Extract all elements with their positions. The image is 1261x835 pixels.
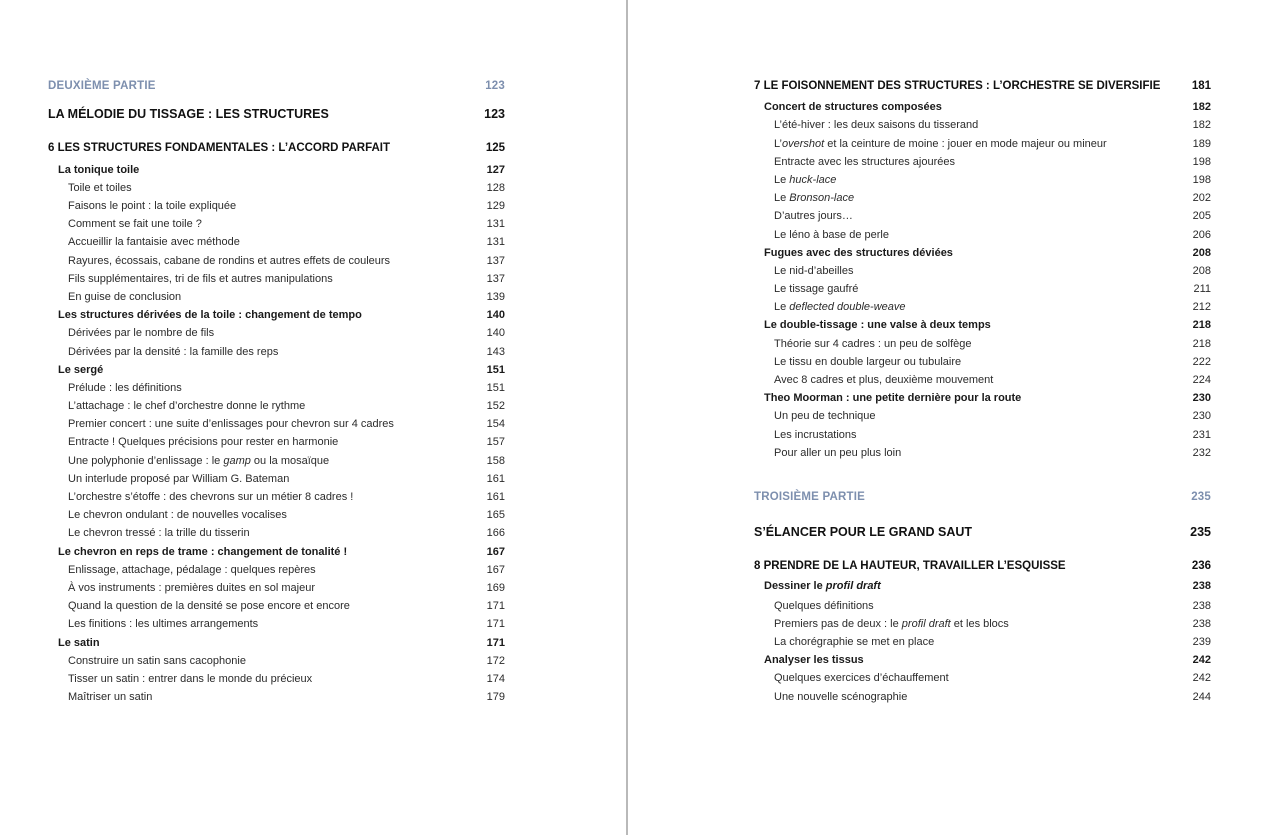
- toc-entry-section: [48, 164, 505, 180]
- book-spine-divider: [626, 0, 628, 835]
- toc-title-segment: Le: [774, 174, 790, 186]
- toc-entry-title: [68, 491, 353, 503]
- toc-page-number: 161: [486, 491, 505, 503]
- toc-entry-title: [68, 618, 258, 630]
- toc-page-number: 182: [1192, 101, 1211, 113]
- toc-entry-title: [774, 600, 874, 612]
- toc-entry-title: [58, 364, 103, 376]
- toc-title-segment: Premiers pas de deux : le: [774, 618, 902, 630]
- toc-page-number: 123: [484, 107, 505, 121]
- toc-page-number: 172: [486, 655, 505, 667]
- toc-entry-title: [48, 107, 329, 121]
- toc-entry-sub: [48, 491, 505, 507]
- toc-title-segment: L’orchestre s’étoffe : des chevrons sur un métier 8 cadres !: [68, 491, 354, 503]
- toc-entry-section: [754, 247, 1211, 263]
- toc-page-number: 208: [1192, 265, 1211, 277]
- toc-entry-sub: [754, 636, 1211, 652]
- toc-title-segment: 8 PRENDRE DE LA HAUTEUR, TRAVAILLER L’ESQUISSE: [754, 560, 1066, 572]
- toc-title-segment: Les finitions : les ultimes arrangements: [68, 618, 259, 630]
- toc-entry-title: [754, 491, 865, 503]
- toc-entry-title: [754, 525, 972, 539]
- toc-title-segment: Dessiner le: [764, 580, 826, 592]
- toc-title-segment: Entracte avec les structures ajourées: [774, 156, 955, 168]
- toc-title-segment: Le sergé: [58, 364, 104, 376]
- toc-page-number: 222: [1192, 356, 1211, 368]
- toc-title-segment: Le léno à base de perle: [774, 229, 889, 241]
- toc-entry-title: [68, 236, 240, 248]
- toc-entry-sub: [754, 672, 1211, 688]
- toc-entry-sub: [48, 400, 505, 416]
- toc-entry-title: [68, 382, 182, 394]
- toc-title-italic-segment: profil draft: [825, 580, 881, 592]
- toc-title-segment: La tonique toile: [58, 164, 140, 176]
- toc-page-number: 151: [486, 382, 505, 394]
- toc-title-segment: 6 LES STRUCTURES FONDAMENTALES : L’ACCORD PARFAIT: [48, 142, 391, 154]
- toc-page-number: 202: [1192, 192, 1211, 204]
- toc-title-segment: Theo Moorman : une petite dernière pour la route: [764, 392, 1022, 404]
- toc-entry-title: [68, 346, 278, 358]
- toc-title-segment: et la ceinture de moine : jouer en mode majeur ou mineur: [824, 138, 1107, 150]
- toc-entry-sub: [754, 356, 1211, 372]
- toc-title-segment: Fils supplémentaires, tri de fils et autres manipulations: [68, 273, 333, 285]
- toc-page-number: 205: [1192, 210, 1211, 222]
- toc-entry-title: [774, 618, 1009, 630]
- toc-entry-sub: [754, 229, 1211, 245]
- toc-title-segment: ou la mosaïque: [250, 455, 330, 467]
- toc-entry-title: [68, 327, 214, 339]
- toc-entry-title: [774, 283, 858, 295]
- toc-entry-sub: [48, 436, 505, 452]
- toc-entry-sub: [754, 138, 1211, 154]
- toc-page-number: 165: [486, 509, 505, 521]
- toc-entry-sub: [754, 338, 1211, 354]
- toc-entry-sub: [48, 655, 505, 671]
- toc-entry-title: [774, 192, 854, 204]
- toc-title-segment: Premier concert : une suite d’enlissages pour chevron sur 4 cadres: [68, 418, 394, 430]
- toc-title-segment: et les blocs: [950, 618, 1009, 630]
- toc-entry-chapter: [754, 560, 1211, 576]
- toc-page-number: 218: [1192, 319, 1211, 331]
- toc-page-number: 212: [1192, 301, 1211, 313]
- toc-page-number: 131: [486, 218, 505, 230]
- toc-page-number: 125: [485, 142, 505, 154]
- toc-title-segment: Tisser un satin : entrer dans le monde du précieux: [68, 673, 313, 685]
- toc-entry-title: [774, 374, 993, 386]
- toc-title-segment: Une nouvelle scénographie: [774, 691, 908, 703]
- toc-page-number: 151: [486, 364, 505, 376]
- toc-entry-sub: [48, 182, 505, 198]
- toc-page-number: 139: [486, 291, 505, 303]
- toc-title-segment: Analyser les tissus: [764, 654, 864, 666]
- toc-page-number: 123: [485, 80, 505, 92]
- toc-entry-section: [48, 546, 505, 562]
- toc-title-segment: Une polyphonie d’enlissage : le: [68, 455, 224, 467]
- toc-title-segment: Quelques exercices d’échauffement: [774, 672, 949, 684]
- toc-entry-title: [774, 636, 934, 648]
- toc-title-segment: Rayures, écossais, cabane de rondins et autres effets de couleurs: [68, 255, 391, 267]
- toc-entry-title: [68, 527, 250, 539]
- toc-title-segment: S’ÉLANCER POUR LE GRAND SAUT: [754, 525, 973, 539]
- toc-entry-sub: [754, 119, 1211, 135]
- toc-entry-section: [48, 637, 505, 653]
- toc-title-segment: Dérivées par le nombre de fils: [68, 327, 215, 339]
- toc-page-number: 238: [1192, 618, 1211, 630]
- toc-entry-title: [68, 418, 394, 430]
- toc-entry-title: [68, 509, 287, 521]
- toc-entry-title: [68, 473, 289, 485]
- toc-entry-title: [58, 546, 347, 558]
- toc-entry-section: [754, 654, 1211, 670]
- toc-title-segment: Les structures dérivées de la toile : changement de tempo: [58, 309, 362, 321]
- toc-page-number: 171: [486, 637, 505, 649]
- toc-entry-sub: [48, 218, 505, 234]
- toc-entry-chapter: [754, 80, 1211, 96]
- toc-title-segment: Toile et toiles: [68, 182, 132, 194]
- toc-title-segment: Le double-tissage : une valse à deux temps: [764, 319, 991, 331]
- toc-title-segment: Le chevron ondulant : de nouvelles vocalises: [68, 509, 287, 521]
- toc-entry-sub: [48, 600, 505, 616]
- toc-entry-section: [48, 309, 505, 325]
- toc-entry-section: [754, 392, 1211, 408]
- toc-entry-title: [774, 210, 853, 222]
- toc-title-segment: Les incrustations: [774, 429, 857, 441]
- toc-entry-sub: [48, 236, 505, 252]
- toc-entry-title: [764, 101, 942, 113]
- toc-title-segment: Avec 8 cadres et plus, deuxième mouvement: [774, 374, 994, 386]
- toc-entry-sub: [754, 156, 1211, 172]
- toc-entry-title: [754, 80, 1160, 92]
- toc-title-segment: Entracte ! Quelques précisions pour rester en harmonie: [68, 436, 339, 448]
- toc-entry-sub: [754, 210, 1211, 226]
- toc-page-number: 137: [486, 273, 505, 285]
- toc-title-segment: DEUXIÈME PARTIE: [48, 80, 156, 92]
- toc-entry-title: [68, 582, 315, 594]
- toc-title-segment: Dérivées par la densité : la famille des reps: [68, 346, 279, 358]
- toc-page-number: 235: [1191, 491, 1211, 503]
- toc-entry-sub: [48, 455, 505, 471]
- toc-title-italic-segment: gamp: [223, 455, 251, 467]
- toc-page-number: 242: [1192, 672, 1211, 684]
- toc-title-segment: À vos instruments : premières duites en sol majeur: [68, 582, 315, 594]
- toc-title-segment: Concert de structures composées: [764, 101, 942, 113]
- toc-page-number: 167: [486, 546, 505, 558]
- toc-title-segment: Un interlude proposé par William G. Bateman: [68, 473, 290, 485]
- toc-title-segment: Le chevron en reps de trame : changement de tonalité !: [58, 546, 348, 558]
- toc-title-segment: D’autres jours…: [774, 210, 853, 222]
- toc-page-number: 171: [486, 618, 505, 630]
- toc-page-number: 131: [486, 236, 505, 248]
- toc-page-number: 242: [1192, 654, 1211, 666]
- toc-title-segment: Quand la question de la densité se pose encore et encore: [68, 600, 350, 612]
- toc-entry-title: [774, 119, 978, 131]
- toc-title-segment: Le chevron tressé : la trille du tisserin: [68, 527, 250, 539]
- toc-title-segment: Le: [774, 192, 790, 204]
- toc-title-segment: Construire un satin sans cacophonie: [68, 655, 246, 667]
- toc-title-segment: Comment se fait une toile ?: [68, 218, 202, 230]
- toc-title-italic-segment: overshot: [781, 138, 825, 150]
- toc-entry-title: [68, 291, 181, 303]
- toc-entry-title: [68, 436, 338, 448]
- toc-entry-sub: [754, 429, 1211, 445]
- toc-entry-title: [774, 138, 1107, 150]
- toc-entry-title: [68, 600, 350, 612]
- toc-entry-title: [764, 319, 991, 331]
- toc-title-segment: LA MÉLODIE DU TISSAGE : LES STRUCTURES: [48, 107, 329, 121]
- toc-entry-title: [68, 400, 305, 412]
- toc-page-number: 167: [486, 564, 505, 576]
- toc-entry-sub: [48, 673, 505, 689]
- toc-page-number: 140: [486, 327, 505, 339]
- toc-left-page: [48, 0, 505, 835]
- toc-entry-title: [58, 309, 362, 321]
- toc-page-number: 166: [486, 527, 505, 539]
- toc-title-segment: Accueillir la fantaisie avec méthode: [68, 236, 240, 248]
- toc-entry-ptitle: [48, 107, 505, 123]
- toc-title-segment: L’été-hiver : les deux saisons du tisserand: [774, 119, 979, 131]
- toc-title-italic-segment: deflected double-weave: [789, 301, 906, 313]
- toc-entry-title: [774, 265, 854, 277]
- toc-entry-sub: [754, 174, 1211, 190]
- toc-entry-sub: [48, 618, 505, 634]
- toc-page-number: 143: [486, 346, 505, 358]
- toc-title-segment: 7 LE FOISONNEMENT DES STRUCTURES : L’ORCHESTRE SE DIVERSIFIE: [754, 80, 1161, 92]
- toc-entry-title: [764, 392, 1021, 404]
- toc-entry-title: [774, 672, 949, 684]
- toc-entry-sub: [48, 327, 505, 343]
- toc-entry-title: [68, 273, 333, 285]
- toc-entry-title: [48, 142, 390, 154]
- toc-entry-sub: [754, 600, 1211, 616]
- toc-entry-title: [774, 156, 955, 168]
- toc-entry-section: [754, 319, 1211, 335]
- toc-entry-title: [774, 691, 907, 703]
- toc-page-number: 127: [486, 164, 505, 176]
- toc-page-number: 208: [1192, 247, 1211, 259]
- toc-entry-part: [754, 491, 1211, 507]
- toc-entry-sub: [48, 582, 505, 598]
- toc-entry-title: [774, 447, 901, 459]
- toc-page-number: 230: [1192, 392, 1211, 404]
- toc-entry-sub: [48, 564, 505, 580]
- toc-entry-title: [774, 410, 876, 422]
- toc-title-segment: Le satin: [58, 637, 100, 649]
- toc-entry-title: [68, 691, 152, 703]
- toc-title-segment: Le nid-d’abeilles: [774, 265, 854, 277]
- toc-page-number: 230: [1192, 410, 1211, 422]
- toc-entry-title: [68, 255, 390, 267]
- toc-entry-sub: [754, 410, 1211, 426]
- toc-page-number: 211: [1193, 283, 1211, 295]
- toc-right-page: [754, 0, 1211, 835]
- toc-entry-sub: [48, 691, 505, 707]
- toc-entry-title: [68, 564, 316, 576]
- toc-page-number: 169: [486, 582, 505, 594]
- toc-entry-sub: [48, 418, 505, 434]
- toc-entry-sub: [48, 346, 505, 362]
- toc-title-segment: Le tissage gaufré: [774, 283, 859, 295]
- toc-entry-title: [774, 338, 972, 350]
- toc-title-segment: En guise de conclusion: [68, 291, 182, 303]
- toc-entry-sub: [48, 473, 505, 489]
- toc-entry-title: [58, 164, 139, 176]
- toc-entry-title: [68, 200, 236, 212]
- toc-title-segment: L’attachage : le chef d’orchestre donne le rythme: [68, 400, 306, 412]
- toc-title-italic-segment: profil draft: [901, 618, 951, 630]
- toc-entry-title: [774, 301, 906, 313]
- toc-page-number: 171: [486, 600, 505, 612]
- toc-entry-sub: [754, 447, 1211, 463]
- toc-page-number: 239: [1192, 636, 1211, 648]
- toc-entry-title: [68, 182, 132, 194]
- toc-entry-title: [58, 637, 100, 649]
- toc-title-segment: Le tissu en double largeur ou tubulaire: [774, 356, 962, 368]
- toc-page-number: 236: [1191, 560, 1211, 572]
- toc-entry-sub: [48, 527, 505, 543]
- toc-title-segment: Quelques définitions: [774, 600, 874, 612]
- toc-entry-sub: [48, 273, 505, 289]
- toc-page-number: 198: [1192, 174, 1211, 186]
- toc-entry-section: [754, 580, 1211, 596]
- toc-entry-title: [68, 218, 202, 230]
- toc-entry-sub: [48, 291, 505, 307]
- toc-page-number: 224: [1192, 374, 1211, 386]
- toc-entry-title: [68, 455, 329, 467]
- toc-page-number: 231: [1192, 429, 1211, 441]
- toc-title-segment: TROISIÈME PARTIE: [754, 491, 865, 503]
- toc-page-number: 198: [1192, 156, 1211, 168]
- toc-page-number: 154: [486, 418, 505, 430]
- toc-page-number: 179: [486, 691, 505, 703]
- toc-entry-title: [764, 247, 953, 259]
- toc-page-number: 174: [486, 673, 505, 685]
- toc-entry-sub: [48, 200, 505, 216]
- toc-entry-sub: [754, 618, 1211, 634]
- toc-title-italic-segment: Bronson-lace: [789, 192, 855, 204]
- toc-entry-title: [774, 429, 857, 441]
- toc-title-segment: Le: [774, 301, 790, 313]
- toc-entry-title: [774, 174, 836, 186]
- toc-page-number: 152: [486, 400, 505, 412]
- toc-title-segment: La chorégraphie se met en place: [774, 636, 935, 648]
- toc-entry-sub: [754, 691, 1211, 707]
- toc-title-segment: Prélude : les définitions: [68, 382, 182, 394]
- toc-entry-sub: [754, 192, 1211, 208]
- toc-page-number: 140: [486, 309, 505, 321]
- toc-title-segment: Faisons le point : la toile expliquée: [68, 200, 237, 212]
- toc-page-number: 238: [1192, 600, 1211, 612]
- toc-entry-section: [48, 364, 505, 380]
- toc-entry-title: [68, 673, 312, 685]
- toc-entry-section: [754, 101, 1211, 117]
- toc-page-number: 244: [1192, 691, 1211, 703]
- toc-entry-title: [764, 654, 864, 666]
- toc-entry-title: [764, 580, 881, 592]
- toc-entry-title: [774, 356, 961, 368]
- toc-page-number: 189: [1192, 138, 1211, 150]
- toc-page-number: 128: [486, 182, 505, 194]
- toc-page-number: 206: [1192, 229, 1211, 241]
- toc-title-segment: Théorie sur 4 cadres : un peu de solfège: [774, 338, 972, 350]
- toc-title-italic-segment: huck-lace: [789, 174, 837, 186]
- toc-page-number: 161: [486, 473, 505, 485]
- toc-entry-sub: [754, 265, 1211, 281]
- toc-title-segment: Maîtriser un satin: [68, 691, 153, 703]
- toc-entry-title: [774, 229, 889, 241]
- toc-entry-sub: [48, 255, 505, 271]
- toc-entry-ptitle: [754, 525, 1211, 541]
- toc-page-number: 157: [486, 436, 505, 448]
- toc-title-segment: Fugues avec des structures déviées: [764, 247, 953, 259]
- toc-title-segment: Pour aller un peu plus loin: [774, 447, 902, 459]
- toc-entry-sub: [754, 374, 1211, 390]
- toc-page-number: 218: [1192, 338, 1211, 350]
- toc-page-number: 238: [1192, 580, 1211, 592]
- toc-page-number: 158: [486, 455, 505, 467]
- toc-entry-title: [754, 560, 1066, 572]
- toc-title-segment: Enlissage, attachage, pédalage : quelques repères: [68, 564, 316, 576]
- toc-title-segment: Un peu de technique: [774, 410, 876, 422]
- toc-entry-sub: [48, 509, 505, 525]
- toc-entry-part: [48, 80, 505, 96]
- toc-entry-chapter: [48, 142, 505, 158]
- toc-entry-sub: [48, 382, 505, 398]
- toc-entry-sub: [754, 301, 1211, 317]
- toc-entry-title: [48, 80, 156, 92]
- toc-page-number: 181: [1191, 80, 1211, 92]
- toc-page-number: 235: [1190, 525, 1211, 539]
- toc-entry-sub: [754, 283, 1211, 299]
- toc-page-number: 232: [1192, 447, 1211, 459]
- toc-page-number: 182: [1192, 119, 1211, 131]
- toc-page-number: 137: [486, 255, 505, 267]
- toc-page-number: 129: [486, 200, 505, 212]
- toc-entry-title: [68, 655, 246, 667]
- toc-title-segment: L’: [774, 138, 782, 150]
